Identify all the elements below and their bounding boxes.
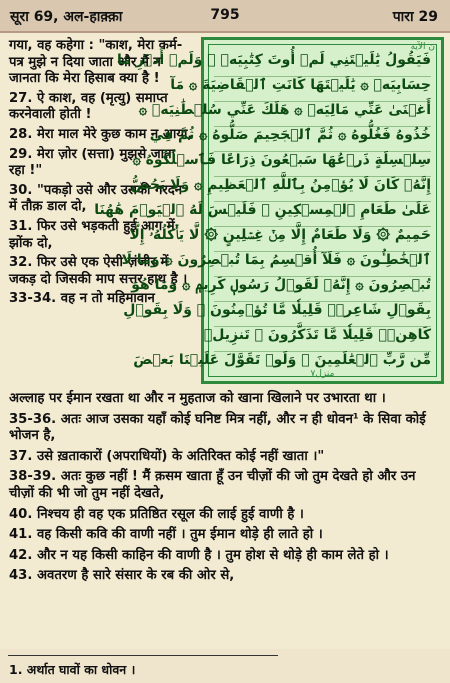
panel-top-label: ن الآية xyxy=(410,42,435,52)
arabic-line: فَيَقُولُ يَٰلَيۡتَنِي لَمۡ أُوتَ كِتَٰبِيَهۡ ۞ وَلَمۡ أَدۡرِ مَا xyxy=(214,52,431,77)
translation-main-column xyxy=(9,391,442,589)
para-label: पारा 29 xyxy=(392,9,438,25)
arabic-line: إِنَّهُۥ كَانَ لَا يُؤۡمِنُ بِٱللَّهِ ٱلۡعَظِيمِ ۞ وَلَا يَحُضُّ xyxy=(214,177,431,202)
arabic-line: سِلۡسِلَةٍ ذَرۡعُهَا سَبۡعُونَ ذِرَاعًا فَٱسۡلُكُوهُ ۞ xyxy=(214,152,431,177)
arabic-line: عَلَىٰ طَعَامِ ٱلۡمِسۡكِينِ ۞ فَلَيۡسَ لَهُ ٱلۡيَوۡمَ هَٰهُنَا xyxy=(214,202,431,227)
translation-paragraph: 33-34. वह न तो महिमावान xyxy=(9,291,155,307)
arabic-line: أَغۡنَىٰ عَنِّي مَالِيَهۡ ۞ هَلَكَ عَنِّي سُلۡطَٰنِيَهۡ ۞ xyxy=(214,102,431,127)
translation-paragraph: 40. निश्चय ही वह एक प्रतिष्ठित रसूल की लाई हुई वाणी है । xyxy=(9,506,304,522)
panel-bottom-label: منزل٧ xyxy=(310,369,335,379)
footnote: 1. अर्थात घावों का धोवन । xyxy=(9,662,136,677)
translation-paragraph: 38-39. अतः कुछ नहीं ! मैं क़सम खाता हूँ उन चीज़ों की जो तुम देखते हो और उन चीज़ों की भी जो तुम नहीं देखते, xyxy=(9,469,416,501)
arabic-line: تُبۡصِرُونَ ۞ إِنَّهُۥ لَقَوۡلُ رَسُولٖ كَرِيمٖ ۞ وَمَا هُوَ xyxy=(214,277,431,302)
translation-paragraph: 27. ऐ काश, वह (मृत्यु) समाप्त करनेवाली होती ! xyxy=(9,90,168,123)
translation-left-column xyxy=(9,38,194,311)
translation-paragraph: 30. "पकड़ो उसे और उसकी गरदन में तौक़ डाल दो, xyxy=(9,182,183,215)
translation-paragraph: 31. फिर उसे भड़कती हुई आग में झोंक दो, xyxy=(9,218,175,251)
arabic-line: حَمِيمٌ ۞ وَلَا طَعَامٌ إِلَّا مِنۡ غِسۡلِينٍ ۞ لَّا يَأۡكُلُهُۥٓ إِلَّا xyxy=(214,227,431,252)
translation-paragraph: 37. उसे ख़ताकारों (अपराधियों) के अतिरिक्त कोई नहीं खाता ।" xyxy=(9,448,325,464)
footnote-divider xyxy=(8,655,278,656)
translation-paragraph: 32. फिर उसे एक ऐसी ज़ंजीर में जकड़ दो जिसकी माप सत्तर हाथ है । xyxy=(9,255,188,287)
translation-paragraph: 41. वह किसी कवि की वाणी नहीं । तुम ईमान थोड़े ही लाते हो । xyxy=(9,527,323,543)
page-header xyxy=(0,0,450,33)
translation-paragraph: 29. मेरा ज़ोर (सत्ता) मुझसे जाता रहा !" xyxy=(9,146,176,179)
arabic-line: مِّن رَّبِّ ٱلۡعَٰلَمِينَ ۞ وَلَوۡ تَقَوَّلَ عَلَيۡنَا بَعۡضَ xyxy=(133,352,431,368)
translation-paragraph: अल्लाह पर ईमान रखता था और न मुहताज को खाना खिलाने पर उभारता था । xyxy=(9,391,386,406)
arabic-line: بِقَوۡلِ شَاعِرٖۚ قَلِيلٗا مَّا تُؤۡمِنُونَ ۞ وَلَا بِقَوۡلِ xyxy=(214,302,431,327)
arabic-line: حِسَابِيَهۡ ۞ يَٰلَيۡتَهَا كَانَتِ ٱلۡقَاضِيَةَ ۞ مَآ xyxy=(214,77,431,102)
translation-paragraph: गया, वह कहेगा : "काश, मेरा कर्म-पत्र मुझे न दिया जाता और मैं न जानता कि मेरा हिसाब क्या है ! xyxy=(9,38,183,87)
translation-paragraph: 28. मेरा माल मेरे कुछ काम न आया, xyxy=(9,126,193,142)
surah-title: सूरा 69, अल-हाक़्क़ा xyxy=(10,9,123,25)
arabic-line: ٱلۡخَٰطِـُٔونَ ۞ فَلَآ أُقۡسِمُ بِمَا تُبۡصِرُونَ ۞ وَمَا لَا xyxy=(214,252,431,277)
arabic-line: كَاهِنٖۚ قَلِيلٗا مَّا تَذَكَّرُونَ ۞ تَنزِيلٞ xyxy=(214,327,431,352)
translation-paragraph: 42. और न यह किसी काहिन की वाणी है । तुम होश से थोड़े ही काम लेते हो । xyxy=(9,547,389,563)
translation-paragraph: 43. अवतरण है सारे संसार के रब की ओर से, xyxy=(9,568,235,584)
arabic-line: خُذُوهُ فَغُلُّوهُ ۞ ثُمَّ ٱلۡجَحِيمَ صَلُّوهُ ۞ ثُمَّ فِي xyxy=(214,127,431,152)
page-number: 795 xyxy=(210,7,240,23)
translation-paragraph: 35-36. अतः आज उसका यहाँ कोई घनिष्ट मित्र नहीं, और न ही धोवन¹ के सिवा कोई भोजन है, xyxy=(9,411,426,444)
